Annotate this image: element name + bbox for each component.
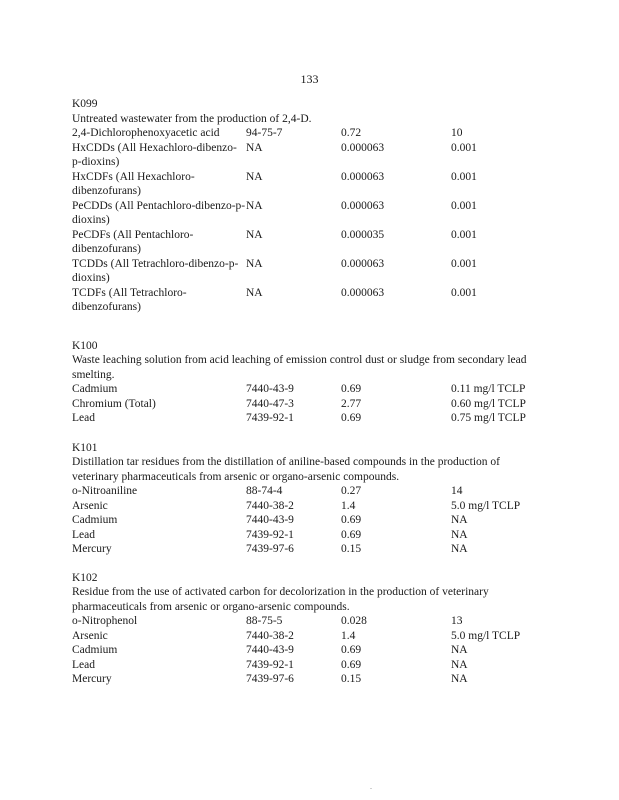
waste-code: K102 (72, 571, 98, 584)
page-number: 133 (300, 72, 319, 86)
constituent-name: 2,4-Dichlorophenoxyacetic acid (72, 127, 220, 139)
document-body (72, 97, 544, 687)
table-row (72, 643, 544, 658)
wastewater-standard: 0.69 (341, 658, 362, 671)
cas-number: NA (246, 199, 263, 212)
cas-number: 7440-43-9 (246, 644, 294, 656)
waste-description: Waste leaching solution from acid leaching of emission control dust or sludge from secondary lead smelting. (72, 354, 527, 381)
nonwastewater-standard: 0.001 (451, 228, 477, 241)
waste-description: Residue from the use of activated carbon for decolorization in the production of veterinary pharmaceuticals from arsenic or organo-arsenic compounds. (72, 586, 489, 613)
constituent-name: HxCDDs (All Hexachloro-dibenzo-p-dioxins) (72, 141, 237, 168)
constituent-name: PeCDDs (All Pentachloro-dibenzo-p-dioxins) (72, 199, 246, 226)
nonwastewater-standard: 0.75 mg/l TCLP (451, 412, 526, 424)
constituent-name: Mercury (72, 673, 112, 685)
table-row (72, 513, 544, 528)
constituent-name: TCDFs (All Tetrachloro-dibenzofurans) (72, 286, 187, 313)
table-row (72, 397, 544, 412)
wastewater-standard: 0.028 (341, 615, 367, 627)
waste-code: K101 (72, 441, 98, 454)
nonwastewater-standard: NA (451, 514, 468, 526)
constituent-name: Arsenic (72, 629, 108, 642)
wastewater-standard: 0.000035 (341, 228, 385, 241)
wastewater-standard: 0.69 (341, 644, 362, 656)
nonwastewater-standard: 13 (451, 615, 463, 627)
table-row (72, 141, 544, 170)
wastewater-standard: 0.15 (341, 543, 362, 555)
nonwastewater-standard: 0.001 (451, 286, 477, 299)
nonwastewater-standard: NA (451, 644, 468, 656)
constituent-name: TCDDs (All Tetrachloro-dibenzo-p-dioxins) (72, 257, 239, 284)
nonwastewater-standard: 14 (451, 485, 463, 497)
nonwastewater-standard: 0.001 (451, 170, 477, 183)
constituent-table (72, 382, 544, 426)
table-row (72, 629, 544, 644)
table-row (72, 228, 544, 257)
wastewater-standard: 1.4 (341, 499, 356, 512)
constituent-name: Cadmium (72, 514, 118, 526)
cas-number: 7439-97-6 (246, 673, 294, 685)
nonwastewater-standard: 5.0 mg/l TCLP (451, 629, 521, 642)
wastewater-standard: 2.77 (341, 397, 362, 410)
cas-number: NA (246, 170, 263, 183)
cas-number: 7439-92-1 (246, 412, 294, 424)
wastewater-standard: 0.69 (341, 514, 362, 526)
constituent-name: HxCDFs (All Hexachloro-dibenzofurans) (72, 170, 195, 197)
wastewater-standard: 1.4 (341, 629, 356, 642)
cas-number: 7439-97-6 (246, 543, 294, 555)
nonwastewater-standard: 0.001 (451, 257, 477, 270)
table-row (72, 411, 544, 426)
cas-number: NA (246, 228, 263, 241)
table-row (72, 499, 544, 514)
cas-number: 7440-38-2 (246, 629, 294, 642)
wastewater-standard: 0.69 (341, 412, 362, 424)
nonwastewater-standard: 0.001 (451, 199, 477, 212)
constituent-name: Lead (72, 658, 95, 671)
constituent-table (72, 614, 544, 687)
nonwastewater-standard: NA (451, 543, 468, 555)
constituent-name: PeCDFs (All Pentachloro-dibenzofurans) (72, 228, 194, 255)
waste-section-k100 (72, 339, 544, 426)
cas-number: 88-75-5 (246, 615, 283, 627)
wastewater-standard: 0.000063 (341, 141, 385, 154)
nonwastewater-standard: 10 (451, 127, 463, 139)
nonwastewater-standard: 0.001 (451, 141, 477, 154)
wastewater-standard: 0.000063 (341, 199, 385, 212)
waste-description: Distillation tar residues from the distillation of aniline-based compounds in the production of veterinary pharmaceuticals from arsenic or organo-arsenic compounds. (72, 456, 500, 483)
table-row (72, 286, 544, 315)
constituent-name: o-Nitrophenol (72, 615, 138, 627)
table-row (72, 672, 544, 687)
constituent-table (72, 484, 544, 557)
cas-number: 7440-38-2 (246, 499, 294, 512)
table-row (72, 257, 544, 286)
nonwastewater-standard: NA (451, 673, 468, 685)
waste-section-k099 (72, 97, 544, 315)
constituent-name: o-Nitroaniline (72, 485, 138, 497)
wastewater-standard: 0.72 (341, 127, 362, 139)
cas-number: NA (246, 141, 263, 154)
cas-number: 7439-92-1 (246, 528, 294, 541)
cas-number: 7440-43-9 (246, 514, 294, 526)
cas-number: NA (246, 257, 263, 270)
wastewater-standard: 0.69 (341, 383, 362, 395)
waste-section-k101 (72, 441, 544, 557)
constituent-name: Cadmium (72, 644, 118, 656)
waste-section-k102 (72, 571, 544, 687)
table-row (72, 199, 544, 228)
cas-number: 7440-47-3 (246, 397, 294, 410)
wastewater-standard: 0.27 (341, 485, 362, 497)
cas-number: NA (246, 286, 263, 299)
table-row (72, 484, 544, 499)
constituent-name: Arsenic (72, 499, 108, 512)
table-row (72, 170, 544, 199)
wastewater-standard: 0.69 (341, 528, 362, 541)
nonwastewater-standard: 0.11 mg/l TCLP (451, 383, 526, 395)
footer-mark: . (370, 782, 372, 791)
nonwastewater-standard: 0.60 mg/l TCLP (451, 397, 526, 410)
nonwastewater-standard: NA (451, 528, 468, 541)
waste-code: K100 (72, 339, 98, 352)
constituent-name: Mercury (72, 543, 112, 555)
cas-number: 88-74-4 (246, 485, 283, 497)
table-row (72, 528, 544, 543)
table-row (72, 382, 544, 397)
constituent-name: Chromium (Total) (72, 397, 156, 410)
constituent-name: Lead (72, 528, 95, 541)
constituent-table (72, 126, 544, 315)
table-row (72, 658, 544, 673)
waste-description: Untreated wastewater from the production of 2,4-D. (72, 112, 312, 125)
cas-number: 7439-92-1 (246, 658, 294, 671)
constituent-name: Cadmium (72, 383, 118, 395)
waste-code: K099 (72, 98, 98, 110)
wastewater-standard: 0.000063 (341, 257, 385, 270)
cas-number: 7440-43-9 (246, 383, 294, 395)
wastewater-standard: 0.15 (341, 673, 362, 685)
cas-number: 94-75-7 (246, 127, 283, 139)
constituent-name: Lead (72, 412, 95, 424)
table-row (72, 126, 544, 141)
nonwastewater-standard: NA (451, 658, 468, 671)
wastewater-standard: 0.000063 (341, 170, 385, 183)
table-row (72, 542, 544, 557)
table-row (72, 614, 544, 629)
wastewater-standard: 0.000063 (341, 286, 385, 299)
nonwastewater-standard: 5.0 mg/l TCLP (451, 499, 521, 512)
